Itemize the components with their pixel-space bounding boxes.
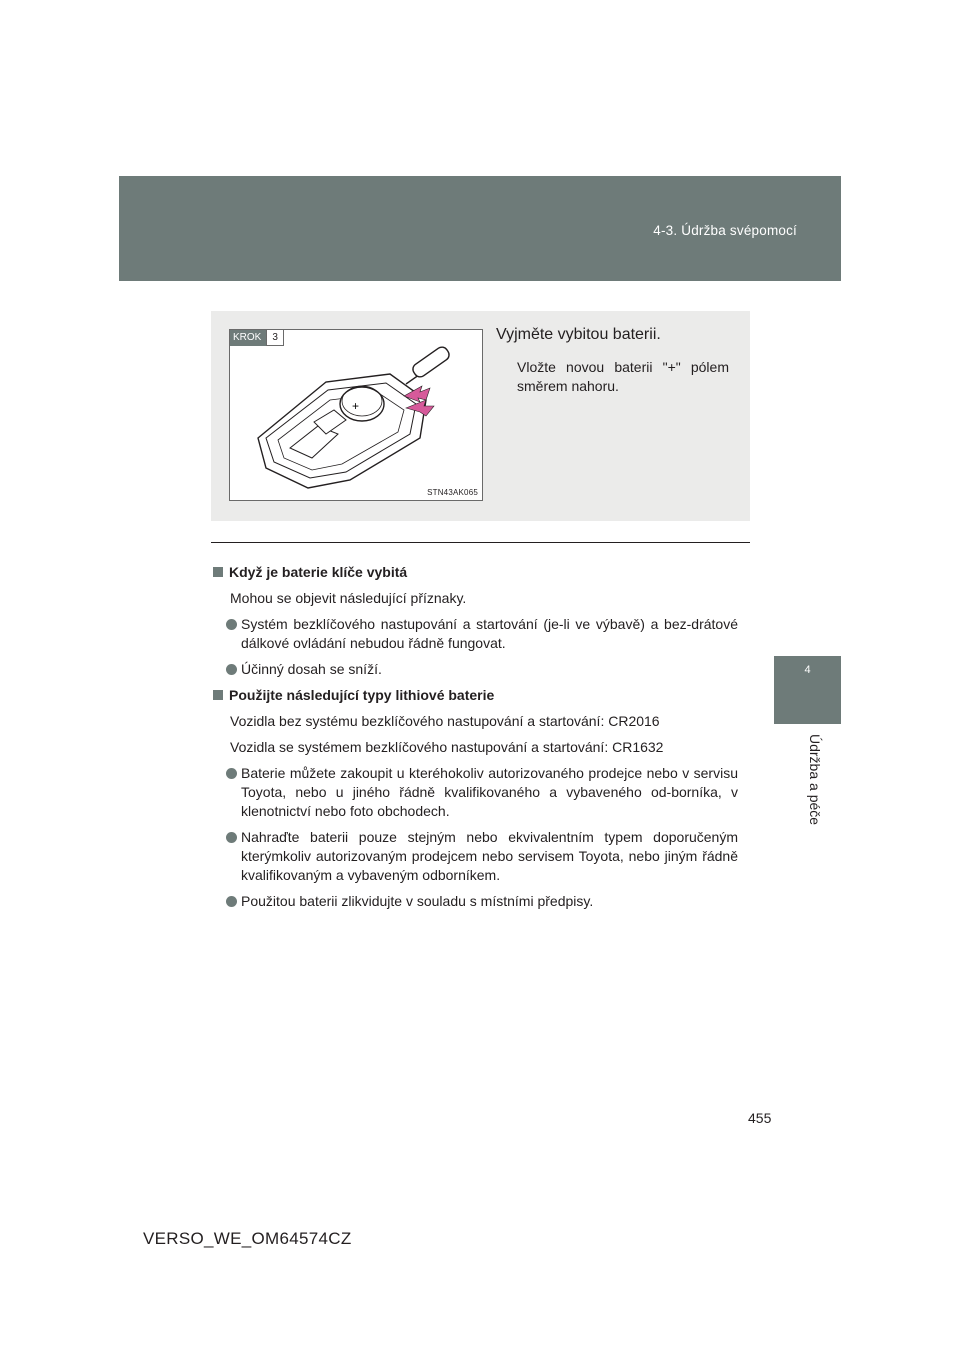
key-battery-illustration	[230, 330, 482, 500]
content	[213, 563, 738, 918]
circle-bullet-icon	[226, 768, 237, 779]
circle-bullet-icon	[226, 664, 237, 675]
circle-bullet-icon	[226, 619, 237, 630]
circle-bullet-icon	[226, 896, 237, 907]
figure-code: STN43AK065	[427, 488, 478, 497]
paragraph: Mohou se objevit následující příznaky.	[230, 590, 467, 606]
step-note: Vložte novou baterii "+" pólem směrem nahoru.	[517, 359, 729, 394]
square-bullet-icon	[213, 690, 223, 700]
page-number: 455	[748, 1110, 772, 1126]
paragraph: Vozidla bez systému bezklíčového nastupování a startování: CR2016	[230, 713, 660, 729]
divider	[211, 542, 750, 543]
chapter-tab	[774, 656, 841, 724]
section-title: 4-3. Údržba svépomocí	[653, 223, 797, 238]
square-bullet-icon	[213, 567, 223, 577]
list-item: Baterie můžete zakoupit u kteréhokoliv autorizovaného prodejce nebo v servisu Toyota, nebo u jiného řádně kvalifikovaného a vybaveného od-borníka, v klenotnictví nebo foto obchodech.	[213, 764, 738, 821]
step-title: Vyjměte vybitou baterii.	[496, 326, 661, 343]
step-label	[230, 330, 284, 346]
lift-arrow	[404, 386, 430, 402]
section-heading: Když je baterie klíče vybitá	[213, 563, 738, 582]
step-figure	[229, 329, 483, 501]
list-item: Účinný dosah se sníží.	[213, 660, 738, 679]
section-heading: Použijte následující typy lithiové baterie	[213, 686, 738, 705]
paragraph: Vozidla se systémem bezklíčového nastupování a startování: CR1632	[230, 739, 664, 755]
svg-text:+: +	[352, 399, 360, 413]
circle-bullet-icon	[226, 832, 237, 843]
list-item: Nahraďte baterii pouze stejným nebo ekvivalentním typem doporučeným kterýmkoliv autorizovaným prodejcem nebo servisem Toyota, nebo jiným řádně kvalifikovaným a vybaveným odborníkem.	[213, 828, 738, 885]
step-number: 3	[266, 330, 284, 346]
krok-text: KROK	[230, 330, 266, 346]
remove-arrow	[406, 400, 434, 416]
step-box	[211, 311, 750, 521]
header-band	[119, 176, 841, 281]
list-item: Systém bezklíčového nastupování a startování (je-li ve výbavě) a bez-drátové dálkové ovládání nebudou řádně fungovat.	[213, 615, 738, 653]
chapter-number: 4	[804, 664, 811, 676]
document-code: VERSO_WE_OM64574CZ	[143, 1229, 352, 1248]
chapter-label: Údržba a péče	[807, 734, 823, 826]
list-item: Použitou baterii zlikvidujte v souladu s místními předpisy.	[213, 892, 738, 911]
